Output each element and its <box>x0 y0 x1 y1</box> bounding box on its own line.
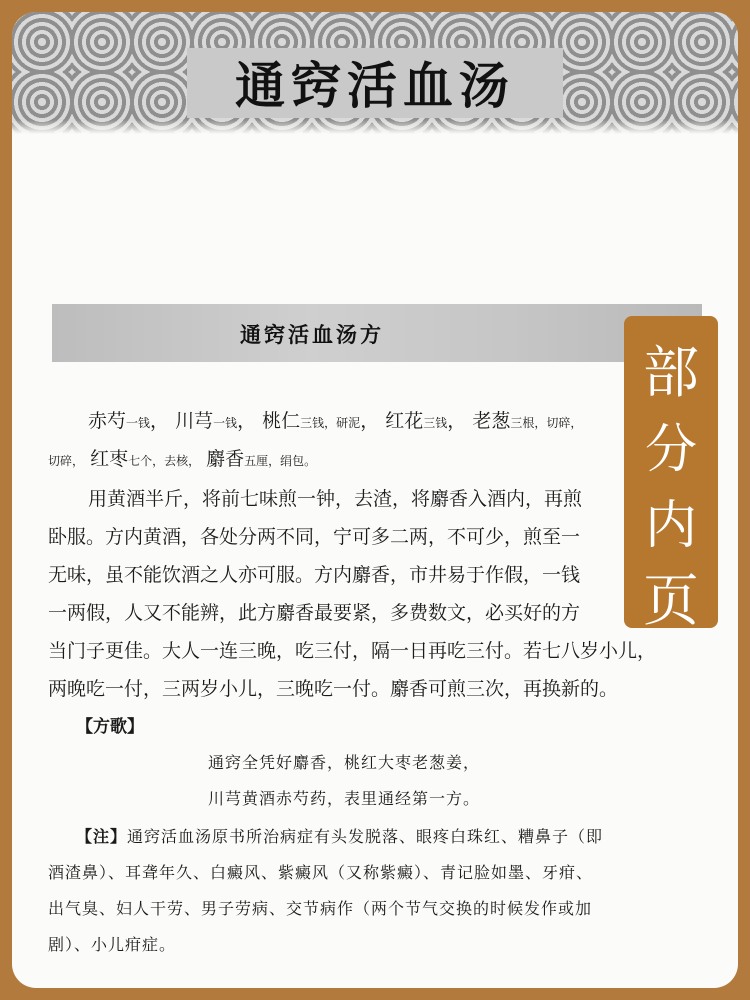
ingredients-line-1: 赤芍一钱， 川芎一钱， 桃仁三钱，研泥， 红花三钱， 老葱三根，切碎， <box>88 410 583 432</box>
song-line: 川芎黄酒赤芍药，表里通经第一方。 <box>208 789 481 808</box>
badge-line: 页 <box>643 569 699 634</box>
note-line: 出气臭、妇人干劳、男子劳病、交节病作（两个节气交换的时候发作或加 <box>48 899 593 918</box>
ingredient-dose: 切碎， <box>48 454 85 468</box>
note-line: 酒渣鼻）、耳聋年久、白癜风、紫癜风（又称紫癜）、青记脸如墨、牙疳、 <box>48 863 594 882</box>
method-line: 卧服。方内黄酒，各处分两不同，宁可多二两，不可少，煎至一 <box>48 526 581 548</box>
ingredient-dose: 三钱，研泥 <box>300 416 361 430</box>
ingredient-dose: 七个，去核， <box>128 454 201 468</box>
note-label: 【注】 <box>76 827 128 846</box>
ingredient-dose: 一钱 <box>213 416 238 430</box>
ingredient-dose: 三根，切碎， <box>510 416 583 430</box>
ingredient-dose: 三钱 <box>423 416 448 430</box>
ingredient-name: 赤芍 <box>88 410 127 432</box>
method-line: 当门子更佳。大人一连三晚，吃三付，隔一日再吃三付。若七八岁小儿， <box>48 640 657 662</box>
method-line: 一两假，人又不能辨，此方麝香最要紧，多费数文，必买好的方 <box>48 602 581 624</box>
book-page <box>12 12 738 988</box>
method-line: 两晚吃一付，三两岁小儿，三晚吃一付。麝香可煎三次，再换新的。 <box>48 678 619 700</box>
song-heading: 【方歌】 <box>76 717 144 737</box>
preview-badge <box>624 316 718 634</box>
ingredient-name: 老葱 <box>472 410 511 432</box>
ingredient-dose: 五厘，绢包。 <box>244 454 317 468</box>
ingredient-name: 川芎 <box>175 410 214 432</box>
ingredients-line-2 <box>48 444 316 471</box>
method-line: 用黄酒半斤，将前七味煎一钟，去渣，将麝香入酒内，再煎 <box>88 488 583 510</box>
method-line: 无味，虽不能饮酒之人亦可服。方内麝香，市井易于作假，一钱 <box>48 564 581 586</box>
badge-line: 部 <box>643 341 699 406</box>
ingredient-name: 红枣 <box>90 448 129 470</box>
note-text: 通窍活血汤原书所治病症有头发脱落、眼疼白珠红、糟鼻子（即 <box>127 827 604 846</box>
main-title: 通窍活血汤 <box>235 57 515 115</box>
note-line-1 <box>76 824 603 847</box>
section-title: 通窍活血汤方 <box>240 322 384 347</box>
note-line: 剧）、小儿疳症。 <box>48 935 177 954</box>
ingredient-dose: 一钱 <box>126 416 151 430</box>
badge-line: 分内 <box>644 420 697 556</box>
ingredient-name: 红花 <box>385 410 424 432</box>
ingredient-name: 桃仁 <box>262 410 301 432</box>
ingredient-name: 麝香 <box>206 448 245 470</box>
song-line: 通窍全凭好麝香，桃红大枣老葱姜， <box>208 753 481 772</box>
